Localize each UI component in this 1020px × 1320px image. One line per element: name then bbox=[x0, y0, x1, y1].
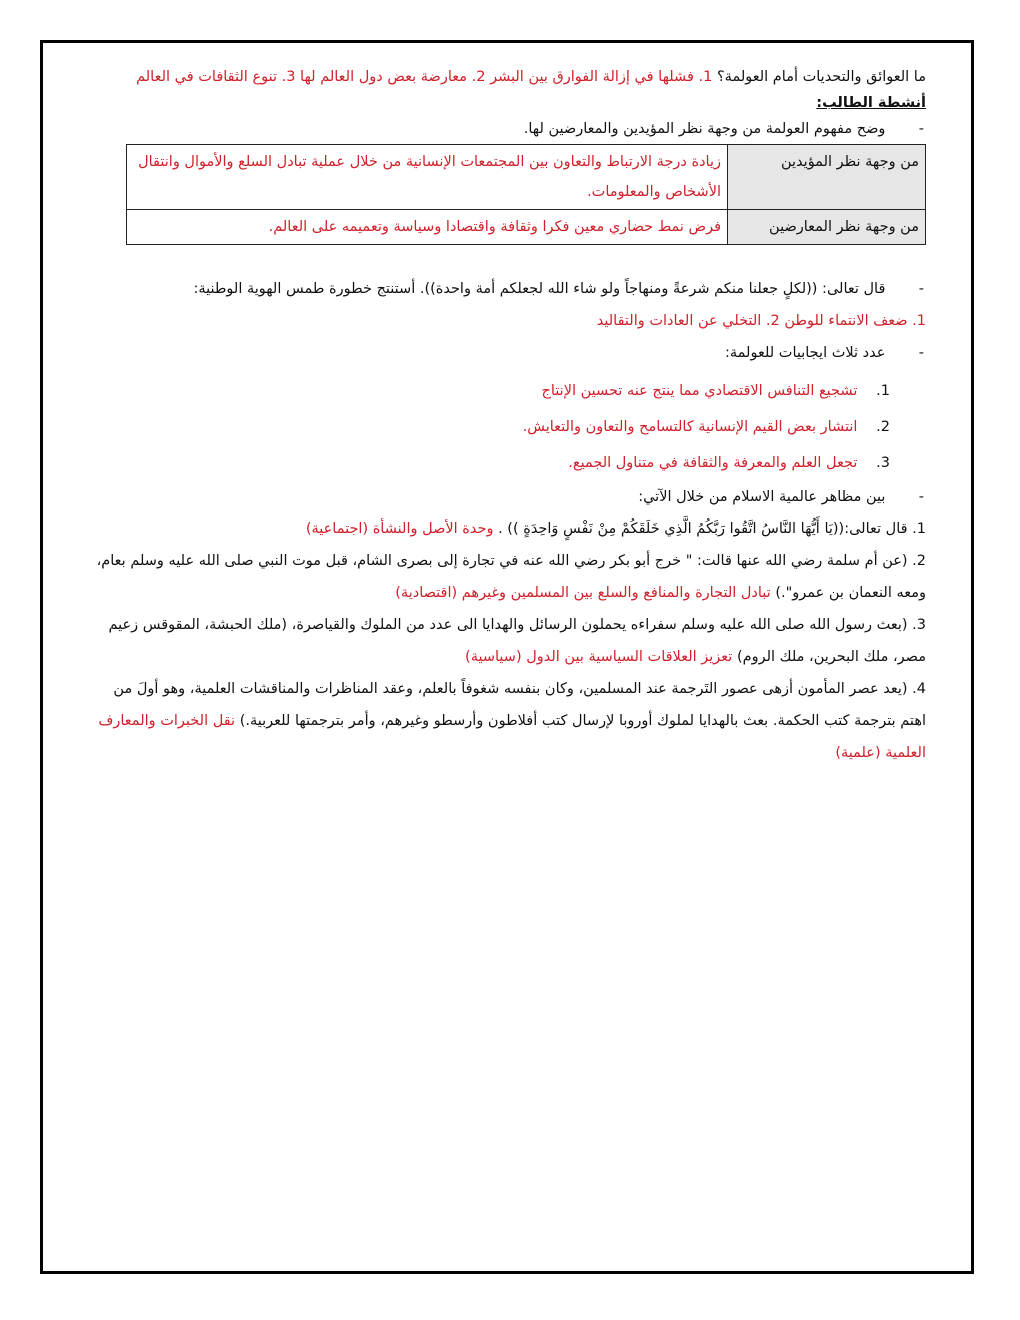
item4-point-3 bbox=[92, 609, 926, 673]
item2-answer: 1. ضعف الانتماء للوطن 2. التخلي عن العادات والتقاليد bbox=[596, 313, 926, 329]
item1-dash: - bbox=[918, 121, 924, 137]
answer-number: 1. bbox=[876, 383, 890, 399]
item4-text: بين مظاهر عالمية الاسلام من خلال الآتي: bbox=[638, 489, 886, 505]
point-text: 1. قال تعالى:((يَا أَيُّهَا النَّاسُ اتَّقُوا رَبَّكُمُ الَّذِي خَلَقَكُمْ مِنْ نَفْسٍ وَاحِدَةٍ )) . bbox=[498, 521, 926, 537]
item1 bbox=[92, 114, 926, 144]
item4-point-1 bbox=[92, 513, 926, 545]
answer-text: انتشار بعض القيم الإنسانية كالتسامح والتعاون والتعايش. bbox=[522, 419, 858, 435]
q1-line bbox=[92, 62, 926, 92]
item1-text: وضح مفهوم العولمة من وجهة نظر المؤيدين والمعارضين لها. bbox=[523, 121, 886, 137]
table-value-supporters: زيادة درجة الارتباط والتعاون بين المجتمعات الإنسانية من خلال عملية تبادل السلع والأموال وانتقال الأشخاص والمعلومات. bbox=[127, 145, 728, 210]
item4-point-2 bbox=[92, 545, 926, 609]
worksheet-content bbox=[92, 62, 926, 769]
item3-answer-1 bbox=[92, 373, 926, 409]
table-head-supporters: من وجهة نظر المؤيدين bbox=[728, 145, 926, 210]
q1-answer: 1. فشلها في إزالة الفوارق بين البشر 2. معارضة بعض دول العالم لها 3. تنوع الثقافات في العالم bbox=[136, 69, 713, 85]
table-head-opponents: من وجهة نظر المعارضين bbox=[728, 210, 926, 245]
point-answer: وحدة الأصل والنشأة (اجتماعية) bbox=[305, 521, 494, 537]
table-row bbox=[127, 210, 926, 245]
globalization-views-table bbox=[126, 144, 926, 245]
item4-point-4 bbox=[92, 673, 926, 769]
q1-question: ما العوائق والتحديات أمام العولمة؟ bbox=[716, 69, 926, 85]
item3-dash: - bbox=[918, 345, 924, 361]
answer-number: 2. bbox=[876, 419, 890, 435]
answer-text: تجعل العلم والمعرفة والثقافة في متناول الجميع. bbox=[568, 455, 858, 471]
activities-title: أنشطة الطالب: bbox=[816, 95, 926, 111]
point-answer: تعزيز العلاقات السياسية بين الدول (سياسية) bbox=[465, 649, 733, 665]
item2 bbox=[92, 273, 926, 305]
item3 bbox=[92, 337, 926, 369]
point-text: 4. (يعد عصر المأمون أزهى عصور التَرجمة عند المسلمين، وكان بنفسه شغوفاً بالعلم، وعقد المناظرات والمناقشات العلمية، وهو أولَ من اهتم بترجمة كتب الحكمة. بعث بالهدايا لملوك أوروبا لإرسال كتب أفلاطون وأرسطو وغيرهم، وأمر بترجمتها للعربية.) bbox=[113, 681, 926, 729]
item4-dash: - bbox=[918, 489, 924, 505]
item2-text: قال تعالى: ((لكلٍ جعلنا منكم شرعةً ومنهاجاً ولو شاء الله لجعلكم أمة واحدة)). أستنتج خطورة طمس الهوية الوطنية: bbox=[193, 281, 886, 297]
answer-text: تشجيع التنافس الاقتصادي مما ينتج عنه تحسين الإنتاج bbox=[541, 383, 858, 399]
item3-text: عدد ثلاث ايجابيات للعولمة: bbox=[725, 345, 886, 361]
table-value-opponents: فرض نمط حضاري معين فكرا وثقافة واقتصادا وسياسة وتعميمه على العالم. bbox=[127, 210, 728, 245]
point-answer: تبادل التجارة والمنافع والسلع بين المسلمين وغيرهم (اقتصادية) bbox=[395, 585, 771, 601]
answer-number: 3. bbox=[876, 455, 890, 471]
point-text: 3. (بعث رسول الله صلى الله عليه وسلم سفراءه يحملون الرسائل والهدايا الى عدد من الملوك والقياصرة، (ملك الحبشة، المقوقس زعيم مصر، ملك البحرين، ملك الروم) bbox=[108, 617, 926, 665]
item2-dash: - bbox=[918, 281, 924, 297]
spacer bbox=[92, 245, 926, 273]
item4 bbox=[92, 481, 926, 513]
item3-answer-2 bbox=[92, 409, 926, 445]
activities-heading-line bbox=[92, 92, 926, 114]
point-answer: نقل الخبرات والمعارف العلمية (علمية) bbox=[98, 713, 926, 761]
point-text: 2. (عن أم سلمة رضي الله عنها قالت: " خرج أبو بكر رضي الله عنه في تجارة إلى بصرى الشام، قبل موت النبي صلى الله عليه وسلم بعام، ومعه النعمان بن عمرو".) bbox=[96, 553, 926, 601]
item3-answer-3 bbox=[92, 445, 926, 481]
table-row bbox=[127, 145, 926, 210]
